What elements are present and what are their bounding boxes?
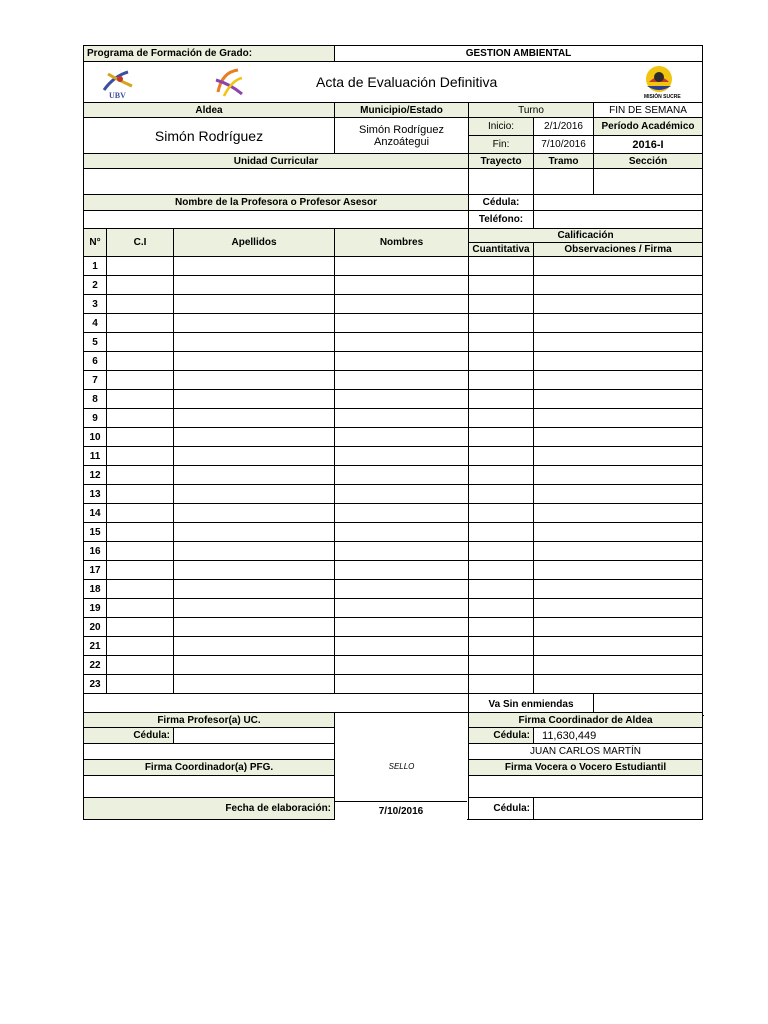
apellidos-cell[interactable] bbox=[174, 447, 335, 466]
svg-text:MISIÓN SUCRE: MISIÓN SUCRE bbox=[644, 94, 681, 100]
cuantitativa-cell[interactable] bbox=[469, 428, 534, 447]
ci-cell[interactable] bbox=[107, 656, 174, 675]
fecha-elaboracion-value: 7/10/2016 bbox=[335, 801, 467, 822]
cuantitativa-cell[interactable] bbox=[469, 409, 534, 428]
firma-vocero-label: Firma Vocera o Vocero Estudiantil bbox=[469, 760, 703, 776]
profesor-label: Nombre de la Profesora o Profesor Asesor bbox=[84, 195, 469, 211]
ci-cell[interactable] bbox=[107, 371, 174, 390]
va-sin-enmiendas: Va Sin enmiendas bbox=[469, 694, 594, 716]
vocero-cedula-field[interactable] bbox=[534, 798, 703, 820]
student-rows bbox=[84, 257, 703, 694]
title-banner bbox=[84, 62, 703, 103]
row-number: 21 bbox=[84, 637, 107, 656]
cuantitativa-cell[interactable] bbox=[469, 561, 534, 580]
profesor-cedula-label: Cédula: bbox=[469, 195, 534, 211]
ci-cell[interactable] bbox=[107, 561, 174, 580]
observaciones-cell[interactable] bbox=[534, 409, 703, 428]
ci-cell[interactable] bbox=[107, 447, 174, 466]
ci-cell[interactable] bbox=[107, 504, 174, 523]
observaciones-cell[interactable] bbox=[534, 504, 703, 523]
row-number: 10 bbox=[84, 428, 107, 447]
apellidos-cell[interactable] bbox=[174, 390, 335, 409]
cuantitativa-cell[interactable] bbox=[469, 276, 534, 295]
table-row bbox=[84, 656, 703, 675]
row-number: 9 bbox=[84, 409, 107, 428]
aldea-value: Simón Rodríguez bbox=[84, 118, 335, 154]
ci-cell[interactable] bbox=[107, 466, 174, 485]
nombres-cell[interactable] bbox=[335, 656, 469, 675]
nombres-cell[interactable] bbox=[335, 618, 469, 637]
observaciones-cell[interactable] bbox=[534, 466, 703, 485]
periodo-value: 2016-I bbox=[594, 136, 703, 154]
coordinador-cedula-value: 11,630,449 bbox=[534, 728, 703, 744]
fecha-elaboracion-label: Fecha de elaboración: bbox=[84, 798, 335, 820]
cuantitativa-cell[interactable] bbox=[469, 390, 534, 409]
profesor-firma-cedula-label: Cédula: bbox=[84, 728, 174, 744]
cuantitativa-cell[interactable] bbox=[469, 333, 534, 352]
observaciones-cell[interactable] bbox=[534, 542, 703, 561]
nombres-cell[interactable] bbox=[335, 485, 469, 504]
document-title: Acta de Evaluación Definitiva bbox=[316, 74, 498, 90]
programa-label: Programa de Formación de Grado: bbox=[84, 46, 335, 62]
nombres-cell[interactable] bbox=[335, 276, 469, 295]
row-number: 6 bbox=[84, 352, 107, 371]
cuantitativa-cell[interactable] bbox=[469, 656, 534, 675]
firma-profesor-label: Firma Profesor(a) UC. bbox=[84, 713, 335, 728]
ci-cell[interactable] bbox=[107, 428, 174, 447]
col-header-observaciones: Observaciones / Firma bbox=[534, 243, 703, 257]
table-row bbox=[84, 257, 703, 276]
apellidos-cell[interactable] bbox=[174, 295, 335, 314]
nombres-cell[interactable] bbox=[335, 580, 469, 599]
observaciones-cell[interactable] bbox=[534, 656, 703, 675]
row-number: 2 bbox=[84, 276, 107, 295]
table-row bbox=[84, 371, 703, 390]
ci-cell[interactable] bbox=[107, 523, 174, 542]
table-row bbox=[84, 314, 703, 333]
cuantitativa-cell[interactable] bbox=[469, 542, 534, 561]
observaciones-cell[interactable] bbox=[534, 257, 703, 276]
apellidos-cell[interactable] bbox=[174, 257, 335, 276]
ubv-logo bbox=[98, 66, 138, 103]
aldea-label: Aldea bbox=[84, 103, 335, 118]
observaciones-cell[interactable] bbox=[534, 447, 703, 466]
nombres-cell[interactable] bbox=[335, 352, 469, 371]
row-number: 15 bbox=[84, 523, 107, 542]
coordinador-pfg-field[interactable] bbox=[84, 776, 335, 798]
apellidos-cell[interactable] bbox=[174, 523, 335, 542]
row-number: 5 bbox=[84, 333, 107, 352]
row-number: 4 bbox=[84, 314, 107, 333]
ci-cell[interactable] bbox=[107, 409, 174, 428]
table-row bbox=[84, 637, 703, 656]
unidad-curricular-field[interactable] bbox=[84, 169, 469, 195]
row-number: 17 bbox=[84, 561, 107, 580]
table-row bbox=[84, 618, 703, 637]
cuantitativa-cell[interactable] bbox=[469, 637, 534, 656]
profesor-firma-cedula-field[interactable] bbox=[174, 728, 335, 744]
table-row bbox=[84, 561, 703, 580]
ci-cell[interactable] bbox=[107, 333, 174, 352]
cuantitativa-cell[interactable] bbox=[469, 599, 534, 618]
apellidos-cell[interactable] bbox=[174, 656, 335, 675]
svg-text:UBV: UBV bbox=[109, 91, 126, 100]
municipio-label: Municipio/Estado bbox=[335, 103, 469, 118]
fin-label: Fin: bbox=[469, 136, 534, 154]
nombres-cell[interactable] bbox=[335, 390, 469, 409]
apellidos-cell[interactable] bbox=[174, 371, 335, 390]
trayecto-label: Trayecto bbox=[469, 154, 534, 169]
row-number: 11 bbox=[84, 447, 107, 466]
table-row bbox=[84, 675, 703, 694]
profesor-telefono-label: Teléfono: bbox=[469, 211, 534, 229]
cuantitativa-cell[interactable] bbox=[469, 314, 534, 333]
programa-value: GESTION AMBIENTAL bbox=[335, 46, 703, 62]
observaciones-cell[interactable] bbox=[534, 637, 703, 656]
trayecto-field[interactable] bbox=[469, 169, 534, 195]
apellidos-cell[interactable] bbox=[174, 485, 335, 504]
col-header-cuantitativa: Cuantitativa bbox=[469, 243, 534, 257]
col-header-apellidos: Apellidos bbox=[174, 229, 335, 257]
cuantitativa-cell[interactable] bbox=[469, 485, 534, 504]
nombres-cell[interactable] bbox=[335, 542, 469, 561]
nombres-cell[interactable] bbox=[335, 447, 469, 466]
nombres-cell[interactable] bbox=[335, 314, 469, 333]
observaciones-cell[interactable] bbox=[534, 618, 703, 637]
table-row bbox=[84, 542, 703, 561]
periodo-label: Período Académico bbox=[594, 118, 703, 136]
firma-coordinador-pfg-label: Firma Coordinador(a) PFG. bbox=[84, 760, 335, 776]
seccion-field[interactable] bbox=[594, 169, 703, 195]
apellidos-cell[interactable] bbox=[174, 618, 335, 637]
ci-cell[interactable] bbox=[107, 618, 174, 637]
ci-cell[interactable] bbox=[107, 580, 174, 599]
observaciones-cell[interactable] bbox=[534, 276, 703, 295]
sucre-logo bbox=[641, 64, 681, 103]
profesor-firma-blank bbox=[84, 744, 335, 760]
ci-cell[interactable] bbox=[107, 637, 174, 656]
cuantitativa-cell[interactable] bbox=[469, 675, 534, 694]
inicio-value: 2/1/2016 bbox=[534, 118, 594, 136]
profesor-telefono-field[interactable] bbox=[534, 211, 703, 229]
profesor-nombre-field[interactable] bbox=[84, 211, 469, 229]
table-row bbox=[84, 352, 703, 371]
table-row bbox=[84, 466, 703, 485]
table-row bbox=[84, 333, 703, 352]
col-header-ci: C.I bbox=[107, 229, 174, 257]
nombres-cell[interactable] bbox=[335, 637, 469, 656]
row-number: 8 bbox=[84, 390, 107, 409]
observaciones-cell[interactable] bbox=[534, 485, 703, 504]
nombres-cell[interactable] bbox=[335, 561, 469, 580]
observaciones-cell[interactable] bbox=[534, 314, 703, 333]
nombres-cell[interactable] bbox=[335, 371, 469, 390]
apellidos-cell[interactable] bbox=[174, 542, 335, 561]
sello-area: SELLO bbox=[335, 713, 469, 820]
ci-cell[interactable] bbox=[107, 485, 174, 504]
row-number: 22 bbox=[84, 656, 107, 675]
apellidos-cell[interactable] bbox=[174, 466, 335, 485]
table-row bbox=[84, 599, 703, 618]
nombres-cell[interactable] bbox=[335, 257, 469, 276]
cuantitativa-cell[interactable] bbox=[469, 580, 534, 599]
apellidos-cell[interactable] bbox=[174, 504, 335, 523]
col-header-nombres: Nombres bbox=[335, 229, 469, 257]
nombres-cell[interactable] bbox=[335, 333, 469, 352]
vocero-cedula-label: Cédula: bbox=[469, 798, 534, 820]
apellidos-cell[interactable] bbox=[174, 599, 335, 618]
cuantitativa-cell[interactable] bbox=[469, 523, 534, 542]
apellidos-cell[interactable] bbox=[174, 352, 335, 371]
observaciones-cell[interactable] bbox=[534, 295, 703, 314]
fin-value: 7/10/2016 bbox=[534, 136, 594, 154]
table-row bbox=[84, 295, 703, 314]
apellidos-cell[interactable] bbox=[174, 561, 335, 580]
apellidos-cell[interactable] bbox=[174, 276, 335, 295]
ci-cell[interactable] bbox=[107, 314, 174, 333]
row-number: 1 bbox=[84, 257, 107, 276]
row-number: 7 bbox=[84, 371, 107, 390]
vocero-field[interactable] bbox=[469, 776, 703, 798]
ci-cell[interactable] bbox=[107, 542, 174, 561]
table-row bbox=[84, 447, 703, 466]
table-row bbox=[84, 523, 703, 542]
ci-cell[interactable] bbox=[107, 675, 174, 694]
apellidos-cell[interactable] bbox=[174, 580, 335, 599]
seccion-label: Sección bbox=[594, 154, 703, 169]
row-number: 18 bbox=[84, 580, 107, 599]
ci-cell[interactable] bbox=[107, 390, 174, 409]
apellidos-cell[interactable] bbox=[174, 409, 335, 428]
nombres-cell[interactable] bbox=[335, 428, 469, 447]
nombres-cell[interactable] bbox=[335, 675, 469, 694]
firma-coordinador-aldea-label: Firma Coordinador de Aldea bbox=[469, 713, 703, 728]
profesor-cedula-field[interactable] bbox=[534, 195, 703, 211]
nombres-cell[interactable] bbox=[335, 504, 469, 523]
table-row bbox=[84, 390, 703, 409]
table-row bbox=[84, 580, 703, 599]
cuantitativa-cell[interactable] bbox=[469, 295, 534, 314]
estado-name: Anzoátegui bbox=[373, 135, 430, 148]
row-number: 23 bbox=[84, 675, 107, 694]
observaciones-cell[interactable] bbox=[534, 352, 703, 371]
table-row bbox=[84, 504, 703, 523]
table-row bbox=[84, 409, 703, 428]
cuantitativa-cell[interactable] bbox=[469, 618, 534, 637]
evaluation-sheet bbox=[83, 45, 703, 716]
ci-cell[interactable] bbox=[107, 276, 174, 295]
nombres-cell[interactable] bbox=[335, 523, 469, 542]
nombres-cell[interactable] bbox=[335, 295, 469, 314]
cuantitativa-cell[interactable] bbox=[469, 447, 534, 466]
observaciones-cell[interactable] bbox=[534, 561, 703, 580]
observaciones-cell[interactable] bbox=[534, 371, 703, 390]
row-number: 3 bbox=[84, 295, 107, 314]
observaciones-cell[interactable] bbox=[534, 390, 703, 409]
row-number: 12 bbox=[84, 466, 107, 485]
row-number: 19 bbox=[84, 599, 107, 618]
unidad-curricular-label: Unidad Curricular bbox=[84, 154, 469, 169]
cuantitativa-cell[interactable] bbox=[469, 466, 534, 485]
turno-label: Turno bbox=[469, 103, 594, 118]
ci-cell[interactable] bbox=[107, 599, 174, 618]
row-number: 13 bbox=[84, 485, 107, 504]
cuantitativa-cell[interactable] bbox=[469, 257, 534, 276]
observaciones-cell[interactable] bbox=[534, 523, 703, 542]
tramo-label: Tramo bbox=[534, 154, 594, 169]
cuantitativa-cell[interactable] bbox=[469, 504, 534, 523]
row-number: 14 bbox=[84, 504, 107, 523]
nombres-cell[interactable] bbox=[335, 599, 469, 618]
apellidos-cell[interactable] bbox=[174, 428, 335, 447]
col-header-calificacion: Calificación bbox=[469, 229, 703, 243]
observaciones-cell[interactable] bbox=[534, 428, 703, 447]
inicio-label: Inicio: bbox=[469, 118, 534, 136]
nombres-cell[interactable] bbox=[335, 466, 469, 485]
apellidos-cell[interactable] bbox=[174, 675, 335, 694]
municipio-value bbox=[335, 118, 469, 154]
observaciones-cell[interactable] bbox=[534, 599, 703, 618]
apellidos-cell[interactable] bbox=[174, 637, 335, 656]
row-number: 20 bbox=[84, 618, 107, 637]
col-header-n: N° bbox=[84, 229, 107, 257]
observaciones-cell[interactable] bbox=[534, 580, 703, 599]
nombres-cell[interactable] bbox=[335, 409, 469, 428]
row-number: 16 bbox=[84, 542, 107, 561]
apellidos-cell[interactable] bbox=[174, 314, 335, 333]
observaciones-cell[interactable] bbox=[534, 333, 703, 352]
ci-cell[interactable] bbox=[107, 257, 174, 276]
coordinador-cedula-label: Cédula: bbox=[469, 728, 534, 744]
mision-logo bbox=[212, 66, 246, 101]
coordinador-nombre: JUAN CARLOS MARTÍN bbox=[469, 744, 703, 760]
cuantitativa-cell[interactable] bbox=[469, 352, 534, 371]
table-row bbox=[84, 428, 703, 447]
tramo-field[interactable] bbox=[534, 169, 594, 195]
turno-value: FIN DE SEMANA bbox=[594, 103, 703, 118]
table-row bbox=[84, 276, 703, 295]
ci-cell[interactable] bbox=[107, 352, 174, 371]
observaciones-cell[interactable] bbox=[534, 675, 703, 694]
table-row bbox=[84, 485, 703, 504]
cuantitativa-cell[interactable] bbox=[469, 371, 534, 390]
ci-cell[interactable] bbox=[107, 295, 174, 314]
apellidos-cell[interactable] bbox=[174, 333, 335, 352]
municipio-name: Simón Rodríguez bbox=[359, 123, 445, 136]
